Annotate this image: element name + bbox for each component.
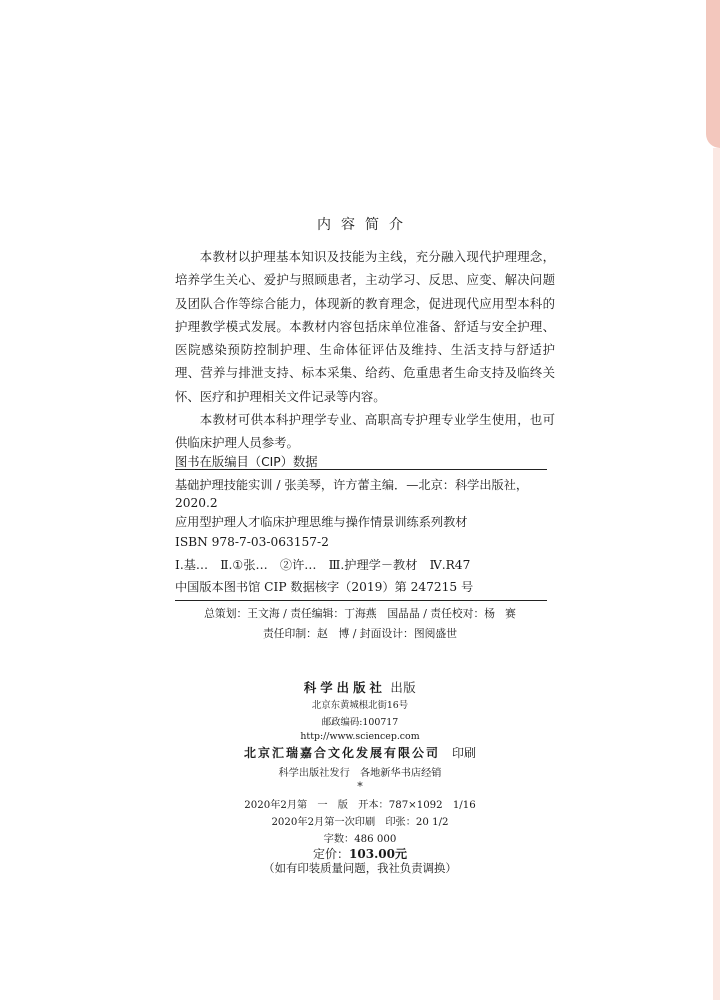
- separator-star: *: [357, 780, 363, 793]
- intro-paragraph: 本教材以护理基本知识及技能为主线，充分融入现代护理理念，培养学生关心、爱护与照顾患者，主动学习、反思、应变、解决问题及团队合作等综合能力，体现新的教育理念，促进现代应用型本科的护理教学模式发展。本教材内容包括床单位准备、舒适与安全护理、医院感染预防控制护理、生命体征评估及维持、生活支持与舒适护理、营养与排泄支持、标本采集、给药、危重患者生命支持及临终关怀、医疗和护理相关文件记录等内容。: [175, 249, 555, 404]
- page-edge-tab: [706, 0, 720, 148]
- price-label: 定价：: [313, 847, 350, 861]
- publisher-action: 出版: [390, 680, 417, 695]
- publisher-line: [0, 678, 720, 696]
- quality-note: （如有印装质量问题，我社负责调换）: [263, 861, 457, 875]
- edition-line: 2020年2月第 一 版 开本：787×1092 1/16: [244, 800, 476, 811]
- credits-line-2: 责任印制：赵 博 / 封面设计：图阅盛世: [262, 627, 458, 640]
- cip-bottom-rule: [175, 600, 547, 601]
- printing-line: 2020年2月第一次印刷 印张：20 1/2: [271, 817, 449, 828]
- intro-title: 内容简介: [317, 217, 413, 233]
- publisher-postcode: 邮政编码:100717: [321, 717, 399, 728]
- wordcount-line: 字数：486 000: [323, 834, 397, 845]
- intro-body: [175, 245, 555, 455]
- publisher-name: 科学出版社: [303, 680, 386, 695]
- cip-classification: Ⅰ.基… Ⅱ.①张… ②许… Ⅲ.护理学－教材 Ⅳ.R47: [175, 558, 471, 572]
- publisher-url: http://www.sciencep.com: [300, 731, 420, 742]
- cip-series-line: 应用型护理人才临床护理思维与操作情景训练系列教材: [175, 515, 468, 529]
- distribution-line: 科学出版社发行 各地新华书店经销: [278, 768, 442, 779]
- credits-staff: 总策划：王文海 / 责任编辑：丁海燕 国晶晶 / 责任校对：杨: [204, 607, 496, 620]
- cip-heading: 图书在版编目（CIP）数据: [175, 452, 547, 470]
- printer-line: [0, 744, 720, 761]
- cip-isbn: ISBN 978-7-03-063157-2: [175, 535, 329, 549]
- cip-title-line: 基础护理技能实训 / 张美琴，许方蕾主编．—北京：科学出版社，: [175, 478, 529, 492]
- credits-line-1: [0, 605, 720, 623]
- price-value: 103.00元: [349, 847, 407, 861]
- cip-date-line: 2020.2: [175, 496, 218, 510]
- printer-action: 印刷: [452, 746, 477, 760]
- publisher-address: 北京东黄城根北街16号: [311, 700, 409, 711]
- cip-record-number: 中国版本图书馆 CIP 数据核字（2019）第 247215 号: [175, 580, 474, 594]
- intro-paragraph: 本教材可供本科护理学专业、高职高专护理专业学生使用，也可供临床护理人员参考。: [175, 412, 555, 451]
- printer-name: 北京汇瑞嘉合文化发展有限公司: [243, 746, 440, 760]
- credits-staff-tail: 赛: [505, 607, 516, 620]
